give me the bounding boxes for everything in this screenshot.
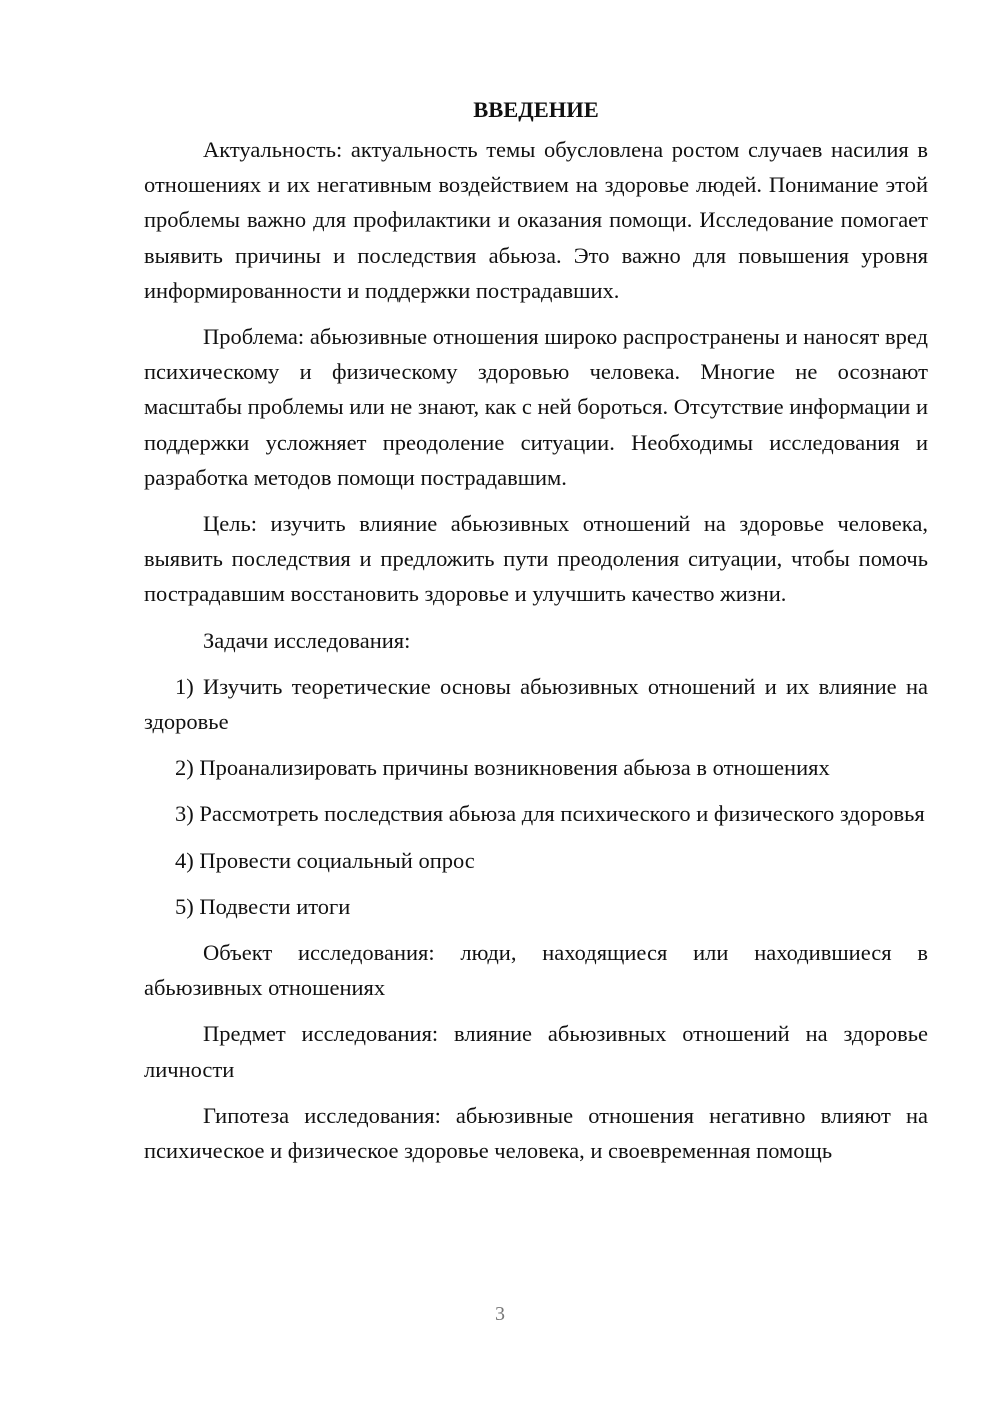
task-item-2: 2) Проанализировать причины возникновения абьюза в отношениях [175,755,830,781]
paragraph-tasks-heading: Задачи исследования: [203,627,411,653]
task-item-3: 3) Рассмотреть последствия абьюза для психического и физического здоровья [175,801,925,827]
paragraph-object: Объект исследования: люди, находящиеся или находившиеся в абьюзивных отношениях [144,940,928,1001]
paragraph-subject: Предмет исследования: влияние абьюзивных отношений на здоровье личности [144,1021,928,1082]
task-item-5: 5) Подвести итоги [175,893,351,919]
paragraph-relevance: Актуальность: актуальность темы обусловлена ростом случаев насилия в отношениях и их негативным воздействием на здоровье людей. Понимание этой проблемы важно для профилактики и оказания помощи. Исследование помогает выявить причины и последствия абьюза. Это важно для повышения уровня информированности и поддержки пострадавших. [144,137,928,303]
paragraph-hypothesis: Гипотеза исследования: абьюзивные отношения негативно влияют на психическое и физическое здоровье человека, и своевременная помощь [144,1102,928,1164]
page-number: 3 [495,1303,505,1325]
paragraph-goal: Цель: изучить влияние абьюзивных отношений на здоровье человека, выявить последствия и предложить пути преодоления ситуации, чтобы помочь пострадавшим восстановить здоровье и улучшить качество жизни. [144,511,928,607]
section-title: ВВЕДЕНИЕ [473,97,599,122]
task-item-4: 4) Провести социальный опрос [175,847,475,873]
task-item-1: 1) Изучить теоретические основы абьюзивных отношений и их влияние на здоровье [144,673,928,735]
document-body [144,92,928,1179]
paragraph-problem: Проблема: абьюзивные отношения широко распространены и наносят вред психическому и физическому здоровью человека. Многие не осознают масштабы проблемы или не знают, как с ней бороться. Отсутствие информации и поддержки усложняет преодоление ситуации. Необходимы исследования и разработка методов помощи пострадавшим. [144,324,928,490]
